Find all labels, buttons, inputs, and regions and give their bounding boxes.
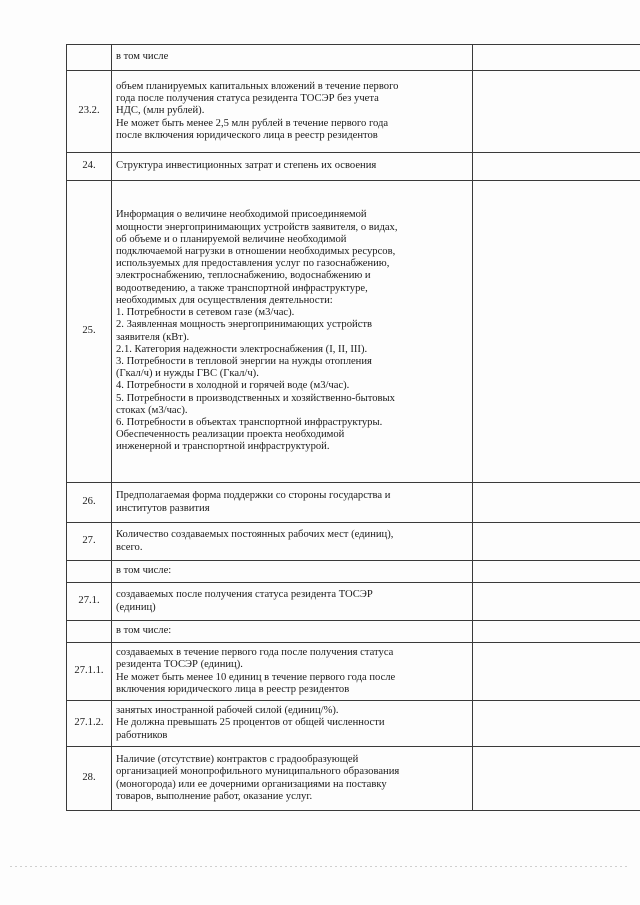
description-line: Обеспеченность реализации проекта необходимой [116,429,345,441]
table-row [67,747,640,811]
description-line: резидента ТОСЭР (единиц). [116,659,243,671]
description-line: Не может быть менее 2,5 млн рублей в течение первого года [116,117,389,129]
description-line: после включения юридического лица в реестр резидентов [116,129,378,141]
description-line: объем планируемых капитальных вложений в течение первого [116,80,399,92]
description-line: Не должна превышать 25 процентов от общей численности [116,717,385,729]
row-description [112,747,473,811]
value-cell[interactable] [473,747,640,811]
scan-artifact-line [10,866,630,867]
description-line: институтов развития [116,502,210,514]
table-row [67,701,640,747]
description-line: Информация о величине необходимой присоединяемой [116,209,367,221]
table-row [67,561,640,583]
description-line: подключаемой нагрузки в отношении необходимых ресурсов, [116,246,396,258]
description-line: необходимых для осуществления деятельности: [116,294,333,306]
row-number: 26. [67,483,112,523]
description-line: товаров, выполнение работ, оказание услуг. [116,790,313,802]
description-line: всего. [116,541,143,553]
value-cell[interactable] [473,483,640,523]
value-cell[interactable] [473,523,640,561]
row-description [112,621,473,643]
description-line: в том числе: [116,625,172,637]
table-row [67,643,640,701]
description-line: работников [116,729,168,741]
value-cell[interactable] [473,153,640,181]
table-row [67,621,640,643]
description-line: 6. Потребности в объектах транспортной инфраструктуры. [116,416,383,428]
description-line: заявителя (кВт). [116,331,190,343]
table-body [67,45,640,811]
table-row [67,583,640,621]
description-line: в том числе: [116,565,172,577]
value-cell[interactable] [473,181,640,483]
description-line: (моногорода) или ее дочерними организациями на поставку [116,778,387,790]
description-line: 2.1. Категория надежности электроснабжения (I, II, III). [116,343,368,355]
row-description [112,483,473,523]
row-description [112,71,473,153]
description-line: (Гкал/ч) и нужды ГВС (Гкал/ч). [116,368,259,380]
row-number [67,45,112,71]
description-line: создаваемых после получения статуса резидента ТОСЭР [116,589,373,601]
description-line: мощности энергопринимающих устройств заявителя, о видах, [116,221,398,233]
table-row [67,181,640,483]
value-cell[interactable] [473,561,640,583]
description-line: стоках (м3/час). [116,404,188,416]
row-description [112,181,473,483]
row-description [112,153,473,181]
row-number [67,561,112,583]
row-number [67,621,112,643]
description-line: года после получения статуса резидента ТОСЭР без учета [116,93,379,105]
row-number: 27.1.2. [67,701,112,747]
description-line: (единиц) [116,601,156,613]
description-line: 5. Потребности в производственных и хозяйственно-бытовых [116,392,395,404]
description-line: организацией монопрофильного муниципального образования [116,766,400,778]
description-line: об объеме и о планируемой величине необходимой [116,233,347,245]
row-number: 27. [67,523,112,561]
description-line: НДС, (млн рублей). [116,105,205,117]
row-description [112,523,473,561]
description-line: 1. Потребности в сетевом газе (м3/час). [116,307,295,319]
resident-application-table [66,44,640,811]
table-row [67,483,640,523]
row-number: 28. [67,747,112,811]
description-line: занятых иностранной рабочей силой (единиц/%). [116,705,339,717]
description-line: Количество создаваемых постоянных рабочих мест (единиц), [116,529,394,541]
table-row [67,71,640,153]
value-cell[interactable] [473,701,640,747]
description-line: инженерной и транспортной инфраструктурой. [116,441,330,453]
table-row [67,45,640,71]
description-line: 4. Потребности в холодной и горячей воде (м3/час). [116,380,350,392]
value-cell[interactable] [473,643,640,701]
row-number: 27.1.1. [67,643,112,701]
description-line: водоотведению, а также транспортной инфраструктуре, [116,282,368,294]
description-line: 3. Потребности в тепловой энергии на нужды отопления [116,355,372,367]
row-description [112,45,473,71]
description-line: в том числе [116,51,169,63]
description-line: Предполагаемая форма поддержки со стороны государства и [116,490,391,502]
value-cell[interactable] [473,583,640,621]
description-line: Не может быть менее 10 единиц в течение первого года после [116,671,396,683]
value-cell[interactable] [473,45,640,71]
row-description [112,561,473,583]
row-description [112,701,473,747]
value-cell[interactable] [473,621,640,643]
description-line: Наличие (отсутствие) контрактов с градообразующей [116,754,359,766]
table-row [67,153,640,181]
row-number: 27.1. [67,583,112,621]
description-line: используемых для предоставления услуг по газоснабжению, [116,258,390,270]
description-line: электроснабжению, теплоснабжению, водоснабжению и [116,270,371,282]
row-description [112,583,473,621]
description-line: 2. Заявленная мощность энергопринимающих устройств [116,319,373,331]
value-cell[interactable] [473,71,640,153]
row-number: 25. [67,181,112,483]
description-line: Структура инвестиционных затрат и степень их освоения [116,160,377,172]
description-line: включения юридического лица в реестр резидентов [116,683,350,695]
description-line: создаваемых в течение первого года после получения статуса [116,647,394,659]
row-number: 23.2. [67,71,112,153]
row-number: 24. [67,153,112,181]
row-description [112,643,473,701]
table-row [67,523,640,561]
